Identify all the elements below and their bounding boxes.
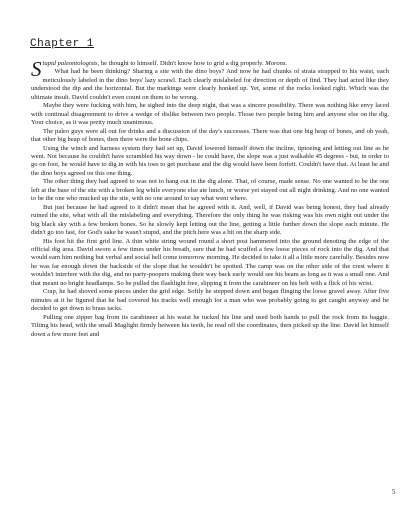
opening-paragraph <box>31 57 389 81</box>
paragraph: But just because he had agreed to it didn't mean that he agreed with it. And, well, if David was being honest, they had already ruined the site, what with all the mislabeling and everything. Therefore the only thing he was risking was his own night out under the big black sky with a few broken bones. So he slowly kept letting out the line, getting a little further down the slope each minute. He didn't go too fast, for God's sake he wasn't stupid, and the pitch here was a bit on the sharp side. <box>31 203 389 237</box>
body-text <box>31 57 389 339</box>
paragraph: The other thing they had agreed to was not to hang out in the dig alone. That, of course, made sense. No one wanted to be the one left at the base of the site with a broken leg while everyone else ate lunch, or worse yet stayed out all night drinking. And no one wanted to be the one who mucked up the site, with no one around to say what went where. <box>31 178 389 203</box>
chapter-heading: Chapter 1 <box>30 38 94 50</box>
paragraph: Crap, he had shoved some pieces under the grid edge. Softly he stepped down and began flinging the loose gravel away. After five minutes at it he figured that he had covered his tracks well enough for a man who was probably going to get caught anyway and he decided to get down to brass tacks. <box>31 288 389 313</box>
drop-cap: S <box>31 57 42 81</box>
paragraph: Using the winch and harness system they had set up, David lowered himself down the incline, tiptoeing and letting out line as he went. Not because he couldn't have scrambled his way down - he could have, the slope was a just walkable 45 degrees - but, in order to go on foot, he would have to dig in with his toes to get purchase and the dig would have been forfeit. Couldn't have that. At least he and the dino boys agreed on this one thing. <box>31 144 389 177</box>
paragraph: What had he been thinking? Sharing a site with the dino boys? And now he had chunks of strata strapped to his waist, each meticulously labeled in the dino boys' lazy scrawl. Each clearly mislabeled for direction or depth of find. They had acted like they understood the dip and the horizontal. But the markings were clearly honked up. Yet, some of the rocks looked right. Which was the ultimate insult. David couldn't even count on them to be wrong. <box>31 68 389 101</box>
paragraph: The paleo guys were all out for drinks and a discussion of the day's successes. There was that one big heap of bones, and oh yeah, that other big heap of bones, then there were the bone chips. <box>31 127 389 144</box>
opening-text-a: he thought to himself. Didn't know how to grid a dig properly. <box>99 60 266 67</box>
paragraph: His foot hit the first grid line. A thin white string wound round a short post hammered into the ground denoting the edge of the official dig area. David swore a few times under his breath, sure that he had scuffed a few loose pieces of rock into the dig. And that would earn him nothing but verbal and social hell come tomorrow morning. He decided to take it all a little more carefully. Besides now he was far enough down the backside of the slope that he wouldn't be spotted. The camp was on the other side of the crest where it wouldn't interfere with the dig, and no party-poopers making their way back early would see his beam as long as it was a small one. And that meant no bright headlamps. So he pulled the flashlight free, slipping it from the carabineer on his belt with a flick of his wrist. <box>31 237 389 287</box>
paragraph: Pulling one zipper bag from its carabineer at his waist he tucked his line and used both hands to pull the rock from its baggie. Tilting his head, with the small Maglight firmly between his teeth, he read off the coordinates, then picked up the line. David let himself down a few more feet and <box>31 313 389 338</box>
opening-italic-lead: tupid paleontologists, <box>42 60 100 67</box>
page-number: 5 <box>392 488 396 496</box>
opening-italic-b: Morons. <box>265 60 288 67</box>
paragraph: Maybe they were fucking with him, he sighed into the deep night, that was a sincere possibility. There was nothing like envy laced with continual disagreement to drive a wedge of dislike between two people. Those two people being him and anyone else on the dig. Your choice, as it was pretty much unanimous. <box>31 102 389 127</box>
